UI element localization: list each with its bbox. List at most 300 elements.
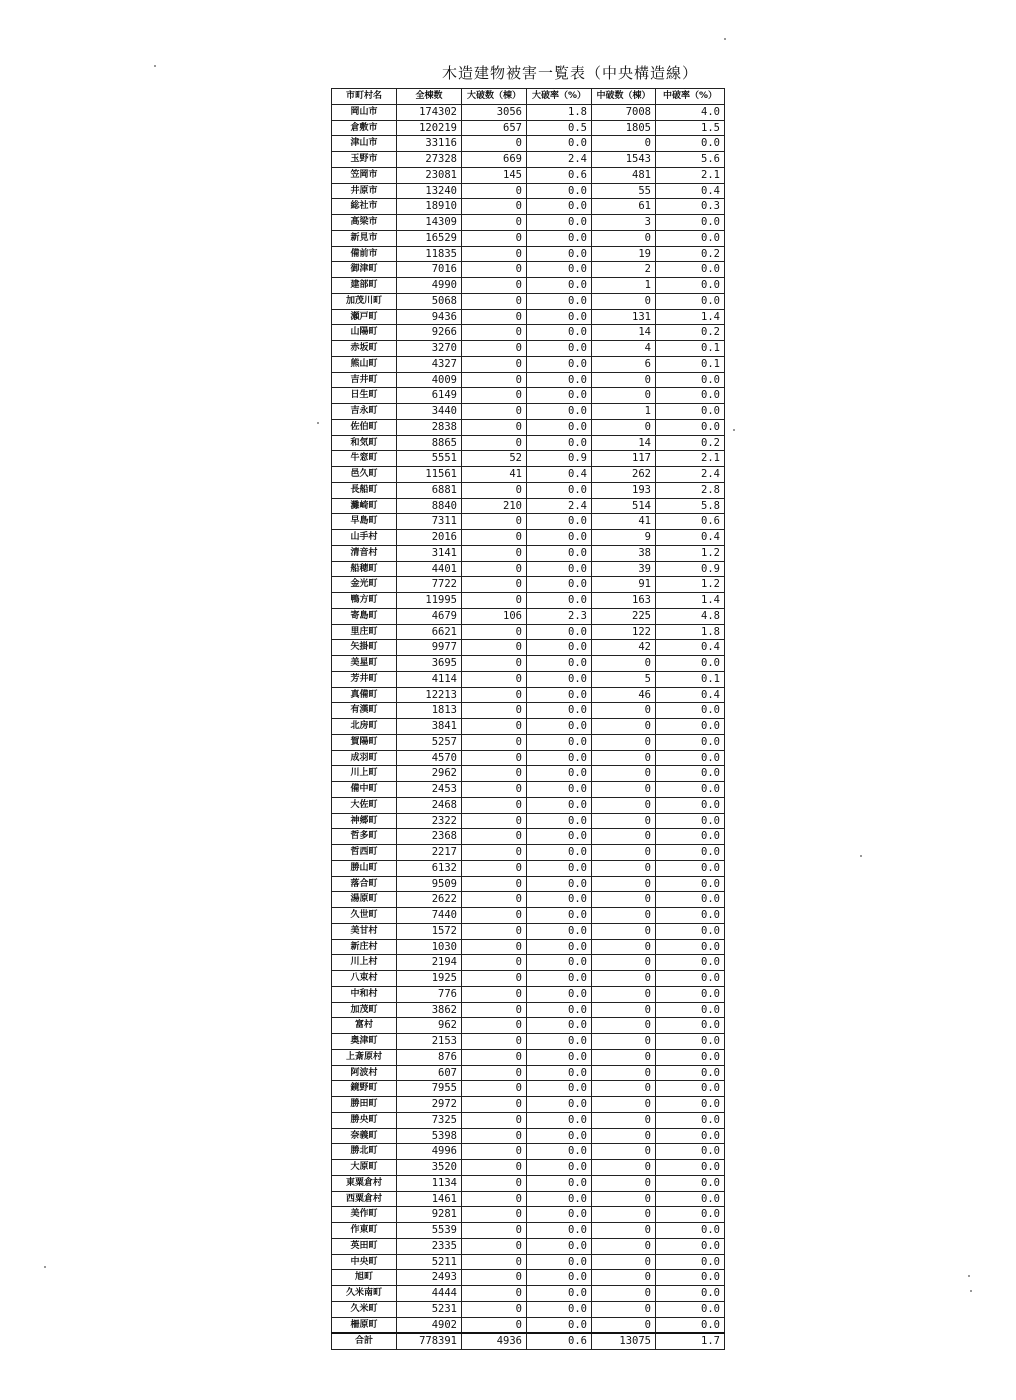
- table-row: [332, 1286, 725, 1302]
- table-row: [332, 1002, 725, 1018]
- moderate-rate: 0.0: [656, 1175, 725, 1191]
- total-buildings: 3440: [397, 404, 462, 420]
- table-row: [332, 608, 725, 624]
- moderate-count: 262: [592, 467, 656, 483]
- total-buildings: 174302: [397, 104, 462, 120]
- total-buildings: 3695: [397, 656, 462, 672]
- severe-count: 0: [462, 1065, 527, 1081]
- moderate-rate: 0.0: [656, 1112, 725, 1128]
- severe-count: 0: [462, 199, 527, 215]
- table-row: [332, 829, 725, 845]
- severe-rate: 0.0: [527, 719, 592, 735]
- moderate-count: 0: [592, 1144, 656, 1160]
- total-moderate-count: 13075: [592, 1333, 656, 1349]
- severe-rate: 0.0: [527, 734, 592, 750]
- moderate-rate: 0.0: [656, 372, 725, 388]
- municipality-name: 久米町: [332, 1301, 397, 1317]
- total-buildings: 3141: [397, 545, 462, 561]
- moderate-count: 41: [592, 514, 656, 530]
- total-buildings: 6132: [397, 860, 462, 876]
- municipality-name: 赤坂町: [332, 341, 397, 357]
- municipality-name: 里庄町: [332, 624, 397, 640]
- total-buildings: 5068: [397, 293, 462, 309]
- severe-count: 0: [462, 750, 527, 766]
- moderate-count: 14: [592, 325, 656, 341]
- table-row: [332, 514, 725, 530]
- table-row: [332, 766, 725, 782]
- table-body: [332, 104, 725, 1333]
- header-row: [332, 89, 725, 105]
- municipality-name: 新庄村: [332, 939, 397, 955]
- table-row: [332, 530, 725, 546]
- moderate-count: 4: [592, 341, 656, 357]
- moderate-count: 0: [592, 656, 656, 672]
- moderate-rate: 1.2: [656, 577, 725, 593]
- moderate-count: 0: [592, 829, 656, 845]
- severe-count: 0: [462, 1112, 527, 1128]
- moderate-count: 0: [592, 1270, 656, 1286]
- moderate-count: 0: [592, 1254, 656, 1270]
- severe-count: 0: [462, 1254, 527, 1270]
- total-buildings: 4996: [397, 1144, 462, 1160]
- moderate-rate: 0.0: [656, 939, 725, 955]
- moderate-count: 14: [592, 435, 656, 451]
- severe-count: 0: [462, 986, 527, 1002]
- table-row: [332, 1270, 725, 1286]
- severe-count: 0: [462, 892, 527, 908]
- moderate-count: 0: [592, 1191, 656, 1207]
- total-buildings: 12213: [397, 687, 462, 703]
- moderate-rate: 0.0: [656, 986, 725, 1002]
- severe-count: 0: [462, 703, 527, 719]
- moderate-count: 117: [592, 451, 656, 467]
- municipality-name: 津山市: [332, 136, 397, 152]
- moderate-rate: 0.9: [656, 561, 725, 577]
- severe-count: 0: [462, 1270, 527, 1286]
- total-buildings: 2153: [397, 1034, 462, 1050]
- municipality-name: 高梁市: [332, 215, 397, 231]
- severe-count: 0: [462, 876, 527, 892]
- scan-speck: [970, 1290, 972, 1292]
- total-buildings: 9509: [397, 876, 462, 892]
- moderate-rate: 0.0: [656, 876, 725, 892]
- total-buildings: 5551: [397, 451, 462, 467]
- moderate-rate: 0.0: [656, 1270, 725, 1286]
- municipality-name: 熊山町: [332, 356, 397, 372]
- severe-count: 0: [462, 971, 527, 987]
- total-buildings: 5398: [397, 1128, 462, 1144]
- municipality-name: 笠岡市: [332, 167, 397, 183]
- moderate-count: 0: [592, 419, 656, 435]
- severe-count: 0: [462, 1317, 527, 1333]
- severe-rate: 0.0: [527, 325, 592, 341]
- moderate-rate: 0.0: [656, 230, 725, 246]
- total-buildings: 4679: [397, 608, 462, 624]
- scan-speck: [968, 1275, 970, 1277]
- municipality-name: 鴨方町: [332, 593, 397, 609]
- moderate-count: 1: [592, 278, 656, 294]
- moderate-count: 0: [592, 1238, 656, 1254]
- severe-rate: 0.0: [527, 388, 592, 404]
- municipality-name: 勝田町: [332, 1097, 397, 1113]
- severe-rate: 0.0: [527, 1002, 592, 1018]
- municipality-name: 長船町: [332, 482, 397, 498]
- severe-rate: 0.0: [527, 593, 592, 609]
- moderate-rate: 0.6: [656, 514, 725, 530]
- severe-rate: 0.0: [527, 955, 592, 971]
- municipality-name: 金光町: [332, 577, 397, 593]
- moderate-rate: 0.0: [656, 388, 725, 404]
- municipality-name: 八束村: [332, 971, 397, 987]
- severe-count: 0: [462, 309, 527, 325]
- moderate-count: 0: [592, 1065, 656, 1081]
- table-row: [332, 262, 725, 278]
- severe-rate: 0.0: [527, 1065, 592, 1081]
- total-buildings: 7325: [397, 1112, 462, 1128]
- moderate-rate: 0.0: [656, 1238, 725, 1254]
- severe-count: 0: [462, 923, 527, 939]
- severe-count: 0: [462, 624, 527, 640]
- table-row: [332, 104, 725, 120]
- municipality-name: 柵原町: [332, 1317, 397, 1333]
- moderate-rate: 0.4: [656, 183, 725, 199]
- moderate-count: 514: [592, 498, 656, 514]
- municipality-name: 賀陽町: [332, 734, 397, 750]
- municipality-name: 岡山市: [332, 104, 397, 120]
- moderate-rate: 0.0: [656, 1018, 725, 1034]
- moderate-count: 0: [592, 986, 656, 1002]
- severe-rate: 0.0: [527, 372, 592, 388]
- severe-rate: 0.0: [527, 293, 592, 309]
- total-buildings: 1813: [397, 703, 462, 719]
- total-buildings: 9977: [397, 640, 462, 656]
- total-moderate-rate: 1.7: [656, 1333, 725, 1349]
- table-row: [332, 734, 725, 750]
- severe-rate: 0.0: [527, 577, 592, 593]
- table-row: [332, 1254, 725, 1270]
- severe-rate: 0.0: [527, 1270, 592, 1286]
- severe-count: 0: [462, 278, 527, 294]
- header-severe-count: 大破数（棟）: [462, 89, 527, 105]
- severe-count: 0: [462, 388, 527, 404]
- moderate-rate: 0.0: [656, 955, 725, 971]
- severe-rate: 0.0: [527, 671, 592, 687]
- severe-count: 0: [462, 404, 527, 420]
- severe-count: 0: [462, 482, 527, 498]
- total-buildings: 8865: [397, 435, 462, 451]
- table-row: [332, 971, 725, 987]
- total-buildings: 2322: [397, 813, 462, 829]
- total-buildings: 11561: [397, 467, 462, 483]
- municipality-name: 勝山町: [332, 860, 397, 876]
- severe-count: 0: [462, 561, 527, 577]
- total-buildings: 13240: [397, 183, 462, 199]
- severe-count: 3056: [462, 104, 527, 120]
- total-buildings: 7311: [397, 514, 462, 530]
- total-buildings: 5539: [397, 1223, 462, 1239]
- moderate-count: 0: [592, 1286, 656, 1302]
- moderate-rate: 1.4: [656, 309, 725, 325]
- severe-rate: 0.0: [527, 782, 592, 798]
- table-row: [332, 1238, 725, 1254]
- scan-speck: [724, 38, 726, 40]
- severe-rate: 0.0: [527, 1049, 592, 1065]
- moderate-rate: 5.8: [656, 498, 725, 514]
- severe-count: 0: [462, 782, 527, 798]
- municipality-name: 美作町: [332, 1207, 397, 1223]
- table-row: [332, 797, 725, 813]
- table-row: [332, 404, 725, 420]
- total-buildings: 2335: [397, 1238, 462, 1254]
- severe-rate: 0.0: [527, 356, 592, 372]
- severe-count: 210: [462, 498, 527, 514]
- moderate-rate: 0.0: [656, 1254, 725, 1270]
- moderate-rate: 0.0: [656, 262, 725, 278]
- moderate-rate: 2.8: [656, 482, 725, 498]
- severe-rate: 0.0: [527, 766, 592, 782]
- severe-rate: 0.0: [527, 278, 592, 294]
- moderate-rate: 0.0: [656, 136, 725, 152]
- municipality-name: 中央町: [332, 1254, 397, 1270]
- municipality-name: 久米南町: [332, 1286, 397, 1302]
- severe-count: 0: [462, 215, 527, 231]
- severe-count: 0: [462, 262, 527, 278]
- scan-speck: [44, 1266, 46, 1268]
- table-row: [332, 939, 725, 955]
- severe-count: 0: [462, 939, 527, 955]
- total-buildings: 5257: [397, 734, 462, 750]
- severe-rate: 0.0: [527, 1301, 592, 1317]
- header-moderate-count: 中破数（棟）: [592, 89, 656, 105]
- severe-rate: 0.0: [527, 813, 592, 829]
- municipality-name: 川上村: [332, 955, 397, 971]
- severe-rate: 0.0: [527, 561, 592, 577]
- total-buildings: 7955: [397, 1081, 462, 1097]
- municipality-name: 神郷町: [332, 813, 397, 829]
- severe-count: 0: [462, 734, 527, 750]
- total-buildings: 2962: [397, 766, 462, 782]
- scan-speck: [733, 429, 735, 431]
- table-row: [332, 435, 725, 451]
- total-buildings: 607: [397, 1065, 462, 1081]
- total-buildings: 6881: [397, 482, 462, 498]
- municipality-name: 和気町: [332, 435, 397, 451]
- moderate-count: 0: [592, 388, 656, 404]
- moderate-count: 0: [592, 1081, 656, 1097]
- total-buildings: 1030: [397, 939, 462, 955]
- municipality-name: 哲西町: [332, 845, 397, 861]
- moderate-count: 6: [592, 356, 656, 372]
- total-buildings: 2453: [397, 782, 462, 798]
- moderate-rate: 0.0: [656, 1144, 725, 1160]
- severe-rate: 0.0: [527, 215, 592, 231]
- severe-count: 106: [462, 608, 527, 624]
- total-buildings: 3841: [397, 719, 462, 735]
- total-buildings: 11995: [397, 593, 462, 609]
- severe-count: 0: [462, 860, 527, 876]
- table-row: [332, 498, 725, 514]
- municipality-name: 阿波村: [332, 1065, 397, 1081]
- moderate-rate: 2.4: [656, 467, 725, 483]
- severe-rate: 0.0: [527, 419, 592, 435]
- severe-rate: 0.0: [527, 1223, 592, 1239]
- table-row: [332, 986, 725, 1002]
- severe-rate: 0.0: [527, 309, 592, 325]
- severe-rate: 0.0: [527, 860, 592, 876]
- moderate-count: 55: [592, 183, 656, 199]
- total-buildings: 4444: [397, 1286, 462, 1302]
- moderate-rate: 0.0: [656, 1207, 725, 1223]
- severe-rate: 0.6: [527, 167, 592, 183]
- moderate-rate: 0.0: [656, 923, 725, 939]
- municipality-name: 倉敷市: [332, 120, 397, 136]
- severe-rate: 0.0: [527, 750, 592, 766]
- table-row: [332, 876, 725, 892]
- total-buildings: 1925: [397, 971, 462, 987]
- total-buildings: 876: [397, 1049, 462, 1065]
- moderate-rate: 0.0: [656, 404, 725, 420]
- moderate-rate: 4.8: [656, 608, 725, 624]
- document-title: 木造建物被害一覧表（中央構造線）: [441, 64, 698, 82]
- municipality-name: 玉野市: [332, 152, 397, 168]
- scan-speck: [317, 422, 319, 424]
- moderate-rate: 0.0: [656, 278, 725, 294]
- municipality-name: 勝央町: [332, 1112, 397, 1128]
- total-buildings: 2468: [397, 797, 462, 813]
- severe-rate: 0.0: [527, 1238, 592, 1254]
- municipality-name: 矢掛町: [332, 640, 397, 656]
- moderate-count: 0: [592, 1112, 656, 1128]
- municipality-name: 勝北町: [332, 1144, 397, 1160]
- total-buildings: 27328: [397, 152, 462, 168]
- table-row: [332, 372, 725, 388]
- municipality-name: 哲多町: [332, 829, 397, 845]
- severe-rate: 2.4: [527, 498, 592, 514]
- severe-rate: 0.0: [527, 939, 592, 955]
- severe-count: 0: [462, 1286, 527, 1302]
- moderate-count: 0: [592, 1002, 656, 1018]
- total-buildings: 2368: [397, 829, 462, 845]
- moderate-rate: 0.0: [656, 845, 725, 861]
- table-row: [332, 908, 725, 924]
- moderate-count: 0: [592, 923, 656, 939]
- severe-rate: 0.4: [527, 467, 592, 483]
- table-row: [332, 923, 725, 939]
- total-buildings: 6621: [397, 624, 462, 640]
- municipality-name: 新見市: [332, 230, 397, 246]
- municipality-name: 邑久町: [332, 467, 397, 483]
- table-row: [332, 671, 725, 687]
- severe-count: 0: [462, 1144, 527, 1160]
- total-buildings: 7722: [397, 577, 462, 593]
- severe-rate: 0.0: [527, 908, 592, 924]
- severe-count: 0: [462, 687, 527, 703]
- table-row: [332, 593, 725, 609]
- total-buildings: 5211: [397, 1254, 462, 1270]
- severe-count: 0: [462, 545, 527, 561]
- moderate-count: 193: [592, 482, 656, 498]
- municipality-name: 美星町: [332, 656, 397, 672]
- municipality-name: 湯原町: [332, 892, 397, 908]
- severe-count: 0: [462, 1301, 527, 1317]
- moderate-count: 225: [592, 608, 656, 624]
- moderate-rate: 0.0: [656, 703, 725, 719]
- severe-rate: 0.0: [527, 797, 592, 813]
- severe-rate: 0.0: [527, 404, 592, 420]
- municipality-name: 英田町: [332, 1238, 397, 1254]
- municipality-name: 芳井町: [332, 671, 397, 687]
- table-row: [332, 1317, 725, 1333]
- severe-count: 0: [462, 1223, 527, 1239]
- severe-rate: 0.0: [527, 1081, 592, 1097]
- total-buildings: 9281: [397, 1207, 462, 1223]
- moderate-rate: 0.0: [656, 750, 725, 766]
- total-buildings: 3270: [397, 341, 462, 357]
- table-row: [332, 1097, 725, 1113]
- total-buildings: 6149: [397, 388, 462, 404]
- header-severe-rate: 大破率（%）: [527, 89, 592, 105]
- header-total-buildings: 全棟数: [397, 89, 462, 105]
- municipality-name: 奈義町: [332, 1128, 397, 1144]
- severe-rate: 0.0: [527, 482, 592, 498]
- table-row: [332, 577, 725, 593]
- table-row: [332, 1049, 725, 1065]
- moderate-count: 481: [592, 167, 656, 183]
- table-row: [332, 388, 725, 404]
- severe-count: 0: [462, 341, 527, 357]
- severe-count: 52: [462, 451, 527, 467]
- severe-rate: 0.0: [527, 986, 592, 1002]
- total-buildings: 7016: [397, 262, 462, 278]
- moderate-count: 0: [592, 908, 656, 924]
- moderate-count: 2: [592, 262, 656, 278]
- moderate-rate: 0.0: [656, 1081, 725, 1097]
- moderate-rate: 0.0: [656, 892, 725, 908]
- municipality-name: 作東町: [332, 1223, 397, 1239]
- moderate-count: 0: [592, 1223, 656, 1239]
- table-row: [332, 561, 725, 577]
- severe-count: 0: [462, 1034, 527, 1050]
- moderate-rate: 0.1: [656, 341, 725, 357]
- moderate-count: 0: [592, 1160, 656, 1176]
- municipality-name: 灘崎町: [332, 498, 397, 514]
- municipality-name: 山手村: [332, 530, 397, 546]
- moderate-count: 1805: [592, 120, 656, 136]
- moderate-count: 39: [592, 561, 656, 577]
- severe-count: 0: [462, 671, 527, 687]
- municipality-name: 船穂町: [332, 561, 397, 577]
- severe-count: 0: [462, 435, 527, 451]
- municipality-name: 山陽町: [332, 325, 397, 341]
- total-buildings: 778391: [397, 1333, 462, 1349]
- total-buildings: 3520: [397, 1160, 462, 1176]
- moderate-rate: 0.0: [656, 1191, 725, 1207]
- severe-count: 0: [462, 1160, 527, 1176]
- severe-rate: 0.0: [527, 1175, 592, 1191]
- table-row: [332, 1128, 725, 1144]
- total-buildings: 2838: [397, 419, 462, 435]
- municipality-name: 大原町: [332, 1160, 397, 1176]
- severe-rate: 0.9: [527, 451, 592, 467]
- severe-count: 0: [462, 593, 527, 609]
- moderate-rate: 0.1: [656, 356, 725, 372]
- total-buildings: 4114: [397, 671, 462, 687]
- moderate-rate: 0.0: [656, 908, 725, 924]
- total-buildings: 2972: [397, 1097, 462, 1113]
- municipality-name: 御津町: [332, 262, 397, 278]
- severe-rate: 0.0: [527, 1191, 592, 1207]
- severe-rate: 0.0: [527, 514, 592, 530]
